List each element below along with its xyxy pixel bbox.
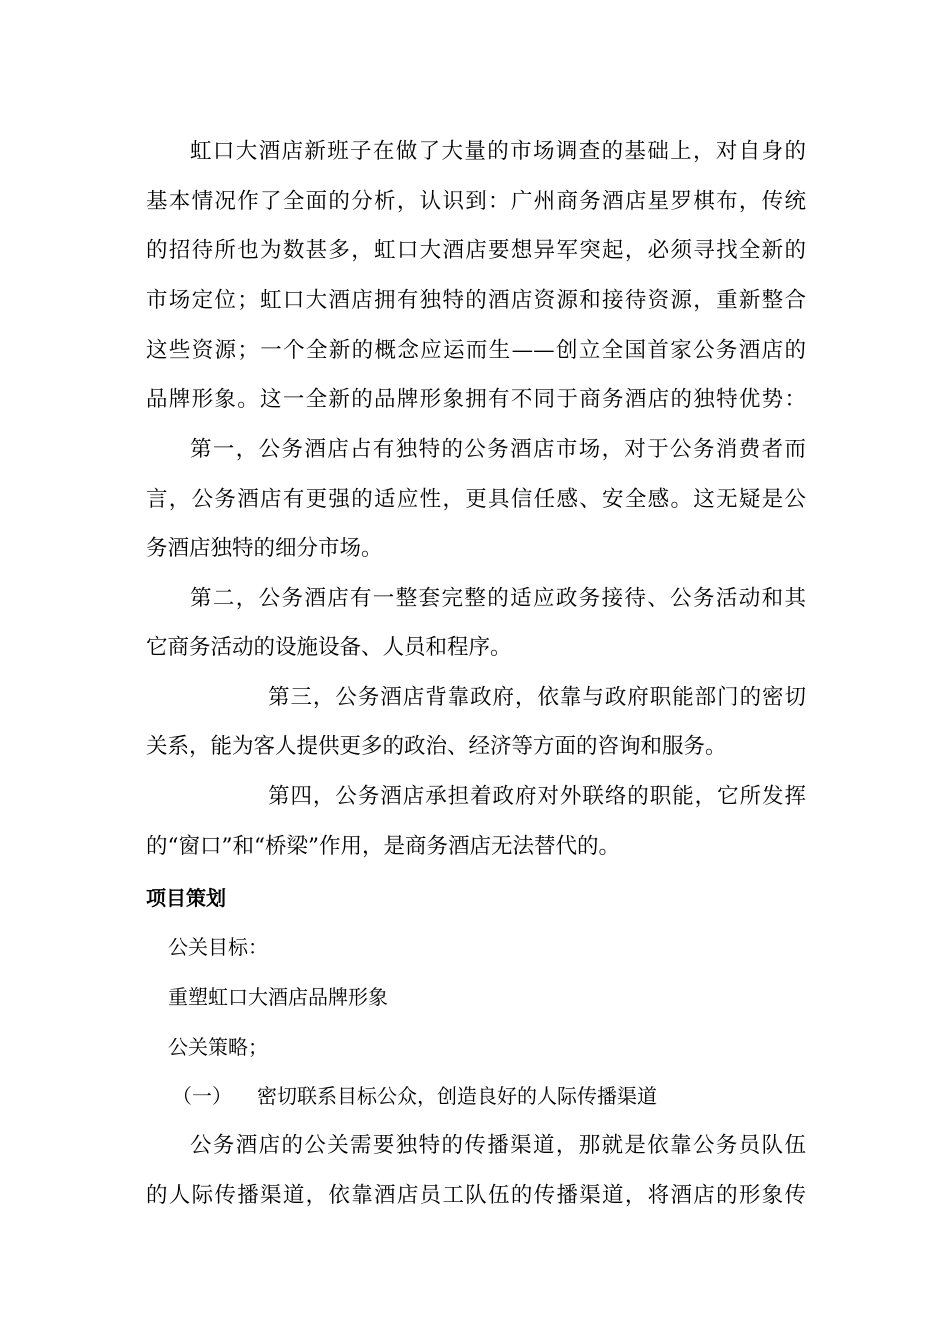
paragraph-intro-line-4: 市场定位；虹口大酒店拥有独特的酒店资源和接待资源，重新整合 [146, 288, 806, 313]
paragraph-intro-line-3: 的招待所也为数甚多，虹口大酒店要想异军突起，必须寻找全新的 [146, 238, 806, 263]
strategy-label: 公关策略； [168, 1035, 268, 1059]
paragraph-first-point-line-2: 言，公务酒店有更强的适应性，更具信任感、安全感。这无疑是公 [146, 487, 806, 512]
goal-label: 公关目标： [168, 935, 268, 959]
paragraph-fourth-point-line-1: 第四，公务酒店承担着政府对外联络的职能，它所发挥 [268, 784, 806, 809]
paragraph-intro-line-1: 虹口大酒店新班子在做了大量的市场调查的基础上，对自身的 [190, 139, 806, 164]
paragraph-second-point-line-1: 第二，公务酒店有一整套完整的适应政务接待、公务活动和其 [190, 586, 806, 611]
paragraph-first-point-line-1: 第一，公务酒店占有独特的公务酒店市场，对于公务消费者而 [190, 437, 806, 462]
paragraph-intro-line-5: 这些资源；一个全新的概念应运而生——创立全国首家公务酒店的 [146, 338, 806, 363]
paragraph-first-point-line-3: 务酒店独特的细分市场。 [146, 536, 383, 561]
paragraph-third-point-line-1: 第三，公务酒店背靠政府，依靠与政府职能部门的密切 [268, 685, 806, 710]
paragraph-second-point-line-2: 它商务活动的设施设备、人员和程序。 [146, 635, 512, 660]
paragraph-intro-line-6: 品牌形象。这一全新的品牌形象拥有不同于商务酒店的独特优势： [146, 387, 806, 412]
paragraph-channel-line-1: 公务酒店的公关需要独特的传播渠道，那就是依靠公务员队伍 [190, 1133, 806, 1158]
goal-text: 重塑虹口大酒店品牌形象 [168, 985, 388, 1009]
strategy-item-text: 密切联系目标公众，创造良好的人际传播渠道 [257, 1084, 657, 1108]
section-title: 项目策划 [146, 886, 226, 910]
strategy-item-number: （一） [172, 1084, 232, 1108]
paragraph-third-point-line-2: 关系，能为客人提供更多的政治、经济等方面的咨询和服务。 [146, 734, 727, 759]
paragraph-intro-line-2: 基本情况作了全面的分析，认识到：广州商务酒店星罗棋布，传统 [146, 189, 806, 214]
paragraph-channel-line-2: 的人际传播渠道，依靠酒店员工队伍的传播渠道，将酒店的形象传 [146, 1183, 806, 1208]
paragraph-fourth-point-line-2: 的“窗口”和“桥梁”作用，是商务酒店无法替代的。 [146, 834, 620, 859]
